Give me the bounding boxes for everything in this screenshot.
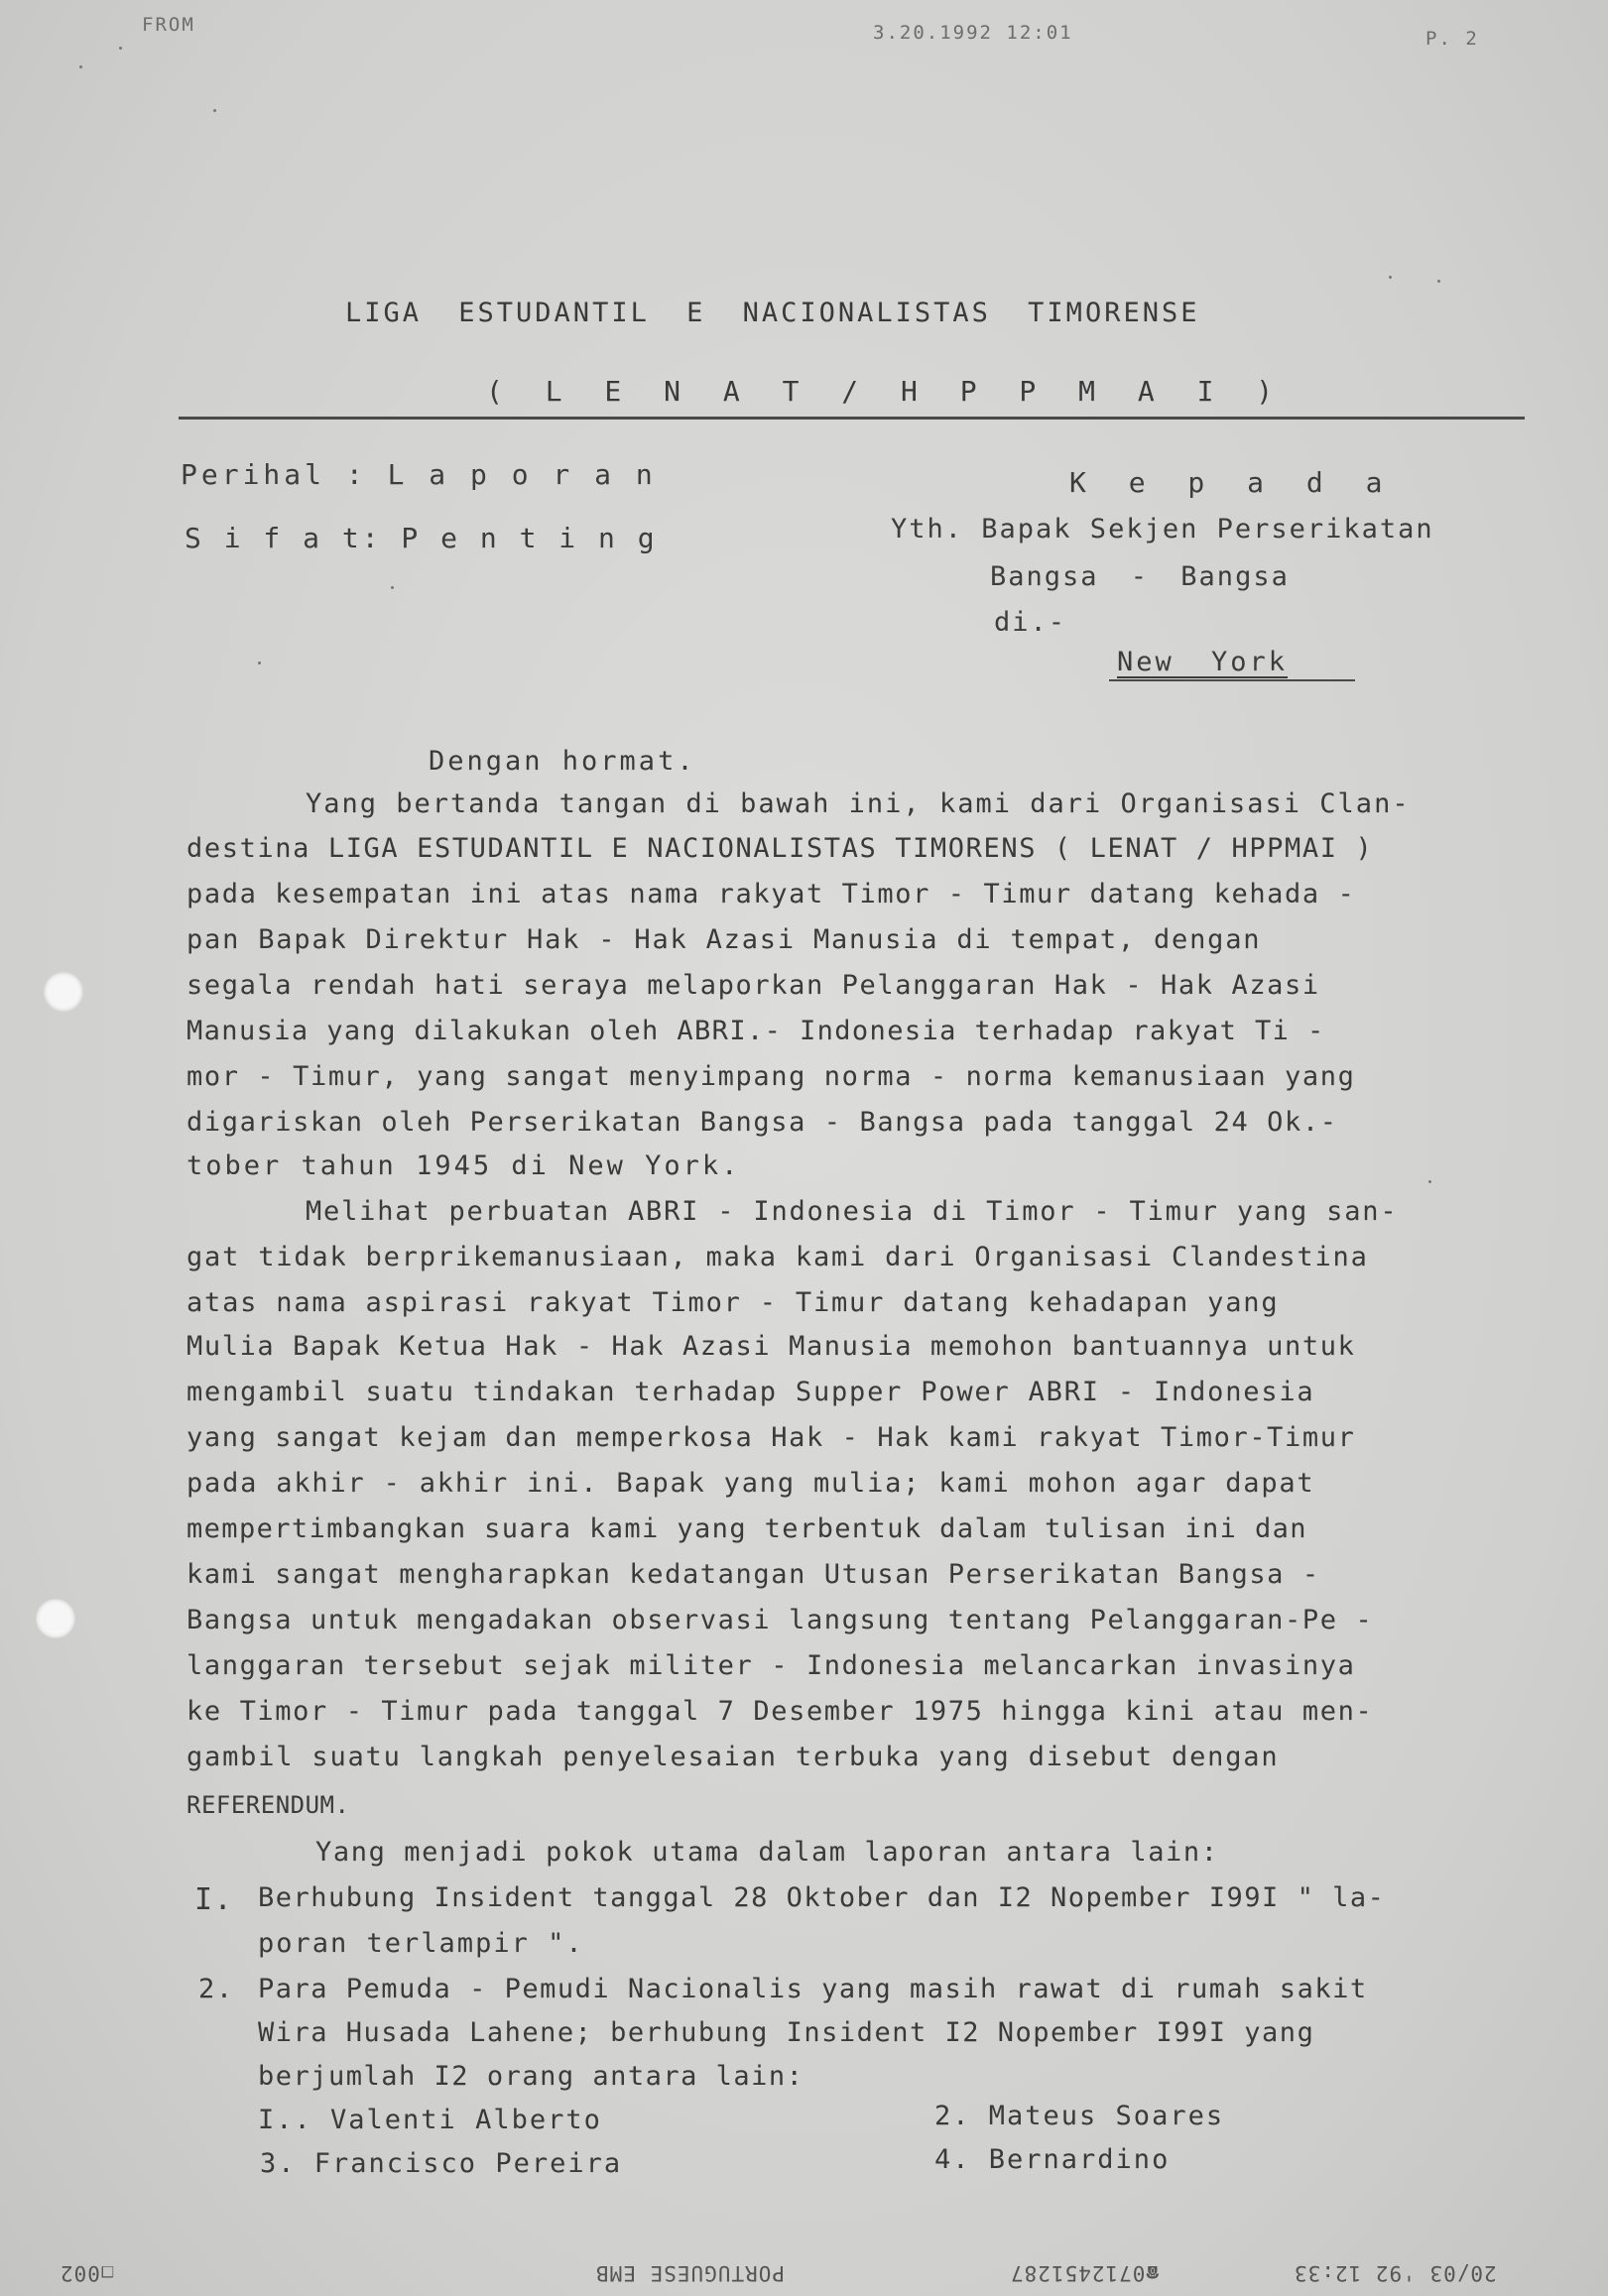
body-line: pada kesempatan ini atas nama rakyat Timor - Timur datang kehada - — [186, 879, 1356, 909]
recipient-kepada: K e p a d a — [1069, 466, 1396, 499]
letterhead-title: LIGA ESTUDANTIL E NACIONALISTAS TIMORENSE — [345, 298, 1200, 328]
scan-speck — [1437, 280, 1440, 283]
fax-footer-sender: PORTUGUESE EMB — [595, 2261, 786, 2285]
city-underline — [1109, 679, 1355, 681]
fax-footer-page: ❒002 — [60, 2261, 114, 2285]
item-text: berjumlah I2 orang antara lain: — [258, 2061, 804, 2092]
body-line: gambil suatu langkah penyelesaian terbuka yang disebut dengan — [186, 1742, 1280, 1772]
body-line: Yang bertanda tangan di bawah ini, kami dari Organisasi Clan- — [306, 788, 1411, 819]
letterhead-rule — [179, 417, 1525, 420]
body-line: digariskan oleh Perserikatan Bangsa - Bangsa pada tanggal 24 Ok.- — [186, 1107, 1338, 1138]
body-line: Melihat perbuatan ABRI - Indonesia di Timor - Timur yang san- — [306, 1196, 1399, 1227]
salutation: Dengan hormat. — [429, 746, 696, 777]
scan-speck — [1428, 1180, 1431, 1183]
body-line: mor - Timur, yang sangat menyimpang norma - norma kemanusiaan yang — [186, 1061, 1356, 1092]
body-line: yang sangat kejam dan memperkosa Hak - Hak kami rakyat Timor-Timur — [186, 1422, 1356, 1453]
body-line: REFERENDUM. — [186, 1791, 350, 1819]
name-entry: 3. Francisco Pereira — [260, 2148, 623, 2179]
fax-footer-number: ☎0712451287 — [1010, 2261, 1160, 2285]
fax-from-label: FROM — [142, 14, 195, 36]
body-line: Yang menjadi pokok utama dalam laporan antara lain: — [315, 1837, 1219, 1868]
punch-hole-top — [44, 972, 83, 1012]
fax-footer-timestamp: 20/03 '92 12:33 — [1294, 2261, 1497, 2285]
name-entry: 4. Bernardino — [934, 2144, 1171, 2175]
recipient-line-3: di.- — [994, 607, 1067, 638]
scan-speck — [258, 662, 261, 665]
body-line: ke Timor - Timur pada tanggal 7 Desember 1975 hingga kini atau men- — [186, 1696, 1374, 1727]
body-line: langgaran tersebut sejak militer - Indonesia melancarkan invasinya — [186, 1650, 1356, 1681]
body-line: gat tidak berprikemanusiaan, maka kami dari Organisasi Clandestina — [186, 1242, 1369, 1272]
subject-line: Perihal : L a p o r a n — [181, 458, 657, 491]
recipient-line-2: Bangsa - Bangsa — [990, 561, 1290, 592]
body-line: pan Bapak Direktur Hak - Hak Azasi Manusia di tempat, dengan — [186, 924, 1262, 955]
body-line: Mulia Bapak Ketua Hak - Hak Azasi Manusia memohon bantuannya untuk — [186, 1331, 1356, 1362]
item-number: I. — [194, 1882, 234, 1917]
body-line: pada akhir - akhir ini. Bapak yang mulia; kami mohon agar dapat — [186, 1468, 1315, 1499]
nature-line: S i f a t: P e n t i n g — [185, 522, 658, 554]
item-text: Berhubung Insident tanggal 28 Oktober dan I2 Nopember I99I " la- — [258, 1882, 1386, 1913]
body-line: atas nama aspirasi rakyat Timor - Timur datang kehadapan yang — [186, 1287, 1280, 1318]
body-line: segala rendah hati seraya melaporkan Pelanggaran Hak - Hak Azasi — [186, 970, 1320, 1001]
name-entry: I.. Valenti Alberto — [258, 2105, 602, 2135]
recipient-city: New York — [1117, 647, 1289, 677]
scan-speck — [391, 586, 394, 589]
scan-speck — [119, 47, 122, 50]
body-line: kami sangat mengharapkan kedatangan Utusan Perserikatan Bangsa - — [186, 1559, 1320, 1590]
item-text: Wira Husada Lahene; berhubung Insident I2 Nopember I99I yang — [258, 2017, 1315, 2048]
item-number: 2. — [198, 1974, 234, 2004]
body-line: mempertimbangkan suara kami yang terbentuk dalam tulisan ini dan — [186, 1513, 1307, 1544]
letterhead-subtitle: ( L E N A T / H P P M A I ) — [486, 375, 1287, 408]
name-entry: 2. Mateus Soares — [934, 2101, 1225, 2131]
body-line: tober tahun 1945 di New York. — [186, 1150, 741, 1181]
body-line: Manusia yang dilakukan oleh ABRI.- Indonesia terhadap rakyat Ti - — [186, 1016, 1325, 1046]
body-line: mengambil suatu tindakan terhadap Supper Power ABRI - Indonesia — [186, 1377, 1315, 1407]
body-line: destina LIGA ESTUDANTIL E NACIONALISTAS TIMORENS ( LENAT / HPPMAI ) — [186, 833, 1374, 864]
scan-speck — [1389, 276, 1392, 279]
fax-datetime: 3.20.1992 12:01 — [873, 22, 1073, 44]
scan-speck — [79, 65, 82, 68]
recipient-line-1: Yth. Bapak Sekjen Perserikatan — [891, 514, 1434, 544]
item-text: Para Pemuda - Pemudi Nacionalis yang masih rawat di rumah sakit — [258, 1974, 1368, 2004]
punch-hole-bottom — [36, 1599, 75, 1638]
scan-speck — [213, 109, 216, 112]
item-text: poran terlampir ". — [258, 1928, 584, 1959]
body-line: Bangsa untuk mengadakan observasi langsung tentang Pelanggaran-Pe - — [186, 1605, 1374, 1635]
fax-page-number: P. 2 — [1425, 28, 1479, 50]
